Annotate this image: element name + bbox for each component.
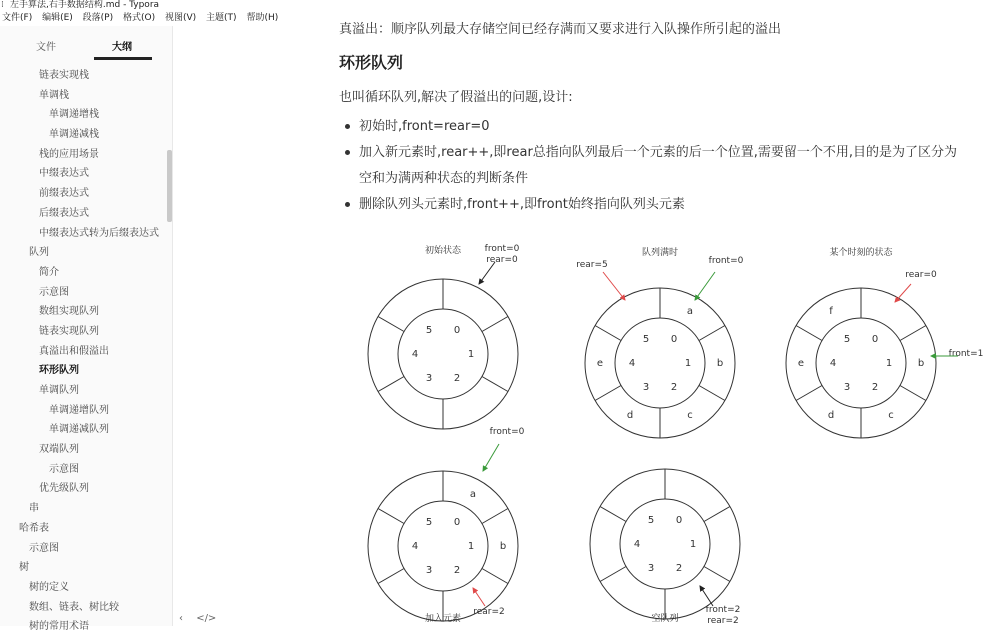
slot-index: 5 — [425, 516, 433, 528]
outline-item[interactable]: 单调队列 — [39, 385, 79, 396]
slot-index: 5 — [647, 514, 655, 526]
slot-value: c — [687, 409, 693, 421]
slot-index: 4 — [411, 541, 419, 552]
menu-file[interactable]: 文件(F) — [2, 13, 33, 23]
typora-app-icon: ⁞ — [1, 0, 4, 10]
pointer-label: rear=2 — [707, 616, 739, 626]
slot-value: e — [596, 358, 604, 369]
outline-item[interactable]: 示意图 — [29, 542, 59, 554]
ring-title: 初始状态 — [424, 246, 462, 256]
pointer-arrow — [895, 284, 911, 302]
slot-value: d — [827, 409, 835, 421]
slot-value: d — [626, 409, 634, 421]
outline-item[interactable]: 单调栈 — [39, 89, 69, 101]
slot-index: 0 — [453, 516, 461, 528]
outline-item[interactable]: 树 — [19, 562, 29, 574]
editor-pane — [173, 22, 1000, 626]
outline-item[interactable]: 树的常用术语 — [29, 621, 89, 633]
slot-index: 5 — [642, 333, 650, 345]
outline-item[interactable]: 优先级队列 — [39, 483, 89, 495]
outline-item[interactable]: 数组、链表、树比较 — [29, 601, 119, 613]
outline-item[interactable]: 前缀表达式 — [39, 188, 89, 200]
slot-value: a — [469, 489, 477, 501]
menu-edit[interactable]: 编辑(E) — [42, 13, 73, 23]
outline-item[interactable]: 队列 — [29, 247, 49, 259]
slot-index: 2 — [453, 373, 461, 385]
slot-index: 0 — [670, 333, 678, 345]
circular-queue-diagram — [173, 236, 1000, 626]
slot-index: 3 — [425, 565, 433, 577]
window-titlebar — [0, 0, 1000, 11]
menu-help[interactable]: 帮助(H) — [246, 13, 279, 23]
pointer-label: rear=2 — [473, 607, 505, 617]
slot-index: 0 — [871, 333, 879, 345]
source-code-mode-icon[interactable]: </> — [196, 613, 217, 624]
window-title: 左手算法,右手数据结构.md - Typora — [10, 0, 160, 10]
outline-item[interactable]: 栈的应用场景 — [39, 148, 99, 160]
list-item: 删除队列头元素时,front++,即front始终指向队列头元素 — [339, 192, 959, 218]
outline-item-active[interactable]: 环形队列 — [39, 365, 79, 377]
pointer-label: rear=0 — [905, 270, 937, 280]
outline-item[interactable]: 示意图 — [49, 463, 79, 475]
outline-item[interactable]: 中缀表达式转为后缀表达式 — [39, 227, 159, 239]
slot-index: 4 — [829, 358, 837, 369]
outline-item[interactable]: 哈希表 — [19, 522, 49, 534]
slot-value: b — [917, 358, 925, 369]
ring-title: 空队列 — [651, 614, 679, 624]
sidebar — [0, 26, 173, 633]
section-heading: 环形队列 — [339, 53, 404, 72]
menu-paragraph[interactable]: 段落(P) — [82, 13, 114, 23]
sidebar-tabs — [0, 26, 172, 60]
slot-index: 2 — [453, 565, 461, 577]
outline-item[interactable]: 单调递减栈 — [49, 129, 99, 141]
paragraph-partial: 真溢出：顺序队列最大存储空间已经存满而又要求进行入队操作所引起的溢出 — [339, 22, 782, 37]
slot-index: 2 — [871, 382, 879, 394]
pointer-label: rear=0 — [486, 255, 518, 265]
slot-index: 5 — [425, 324, 433, 336]
pointer-label: front=1 — [948, 349, 984, 359]
outline-item[interactable]: 单调递减队列 — [49, 424, 109, 436]
active-tab-indicator — [94, 57, 152, 60]
outline-item[interactable]: 树的定义 — [29, 581, 69, 593]
slot-index: 0 — [453, 324, 461, 336]
ring-title: 队列满时 — [641, 248, 679, 258]
pointer-label: front=2 — [705, 605, 741, 615]
tab-files[interactable]: 文件 — [36, 42, 56, 53]
slot-index: 4 — [628, 358, 636, 369]
outline-item[interactable]: 中缀表达式 — [39, 168, 89, 180]
slot-index: 3 — [642, 382, 650, 394]
pointer-arrow — [603, 272, 625, 300]
menu-view[interactable]: 视图(V) — [164, 13, 197, 23]
slot-index: 1 — [885, 358, 893, 369]
ring-title: 某个时刻的状态 — [829, 248, 893, 258]
bullet-list — [339, 114, 959, 218]
outline-item[interactable]: 链表实现栈 — [39, 70, 89, 81]
slot-index: 0 — [675, 514, 683, 526]
slot-value: f — [829, 306, 833, 318]
list-item: 初始时,front=rear=0 — [339, 114, 959, 140]
slot-index: 1 — [467, 541, 475, 552]
pointer-arrow — [695, 272, 715, 300]
outline-item[interactable]: 真溢出和假溢出 — [39, 345, 109, 357]
outline-item[interactable]: 单调递增栈 — [49, 109, 99, 121]
slot-index: 4 — [411, 349, 419, 360]
pointer-arrow — [479, 262, 495, 284]
slot-index: 1 — [689, 539, 697, 550]
slot-value: e — [797, 358, 805, 369]
pointer-label: front=0 — [489, 427, 525, 437]
slot-index: 2 — [675, 563, 683, 575]
editor-footer — [179, 613, 226, 624]
pointer-arrow — [483, 444, 499, 471]
slot-index: 1 — [467, 349, 475, 360]
list-item: 加入新元素时,rear++,即rear总指向队列最后一个元素的后一个位置,需要留一个不用,目的是为了区分为空和为满两种状态的判断条件 — [339, 140, 959, 192]
menu-theme[interactable]: 主题(T) — [206, 13, 237, 23]
outline-item[interactable]: 串 — [29, 503, 39, 515]
intro-paragraph: 也叫循环队列,解决了假溢出的问题,设计: — [339, 90, 573, 105]
slot-value: b — [499, 541, 507, 552]
outline-item[interactable]: 示意图 — [39, 286, 69, 298]
slot-index: 3 — [843, 382, 851, 394]
pointer-label: front=0 — [484, 244, 520, 254]
back-icon[interactable]: ‹ — [179, 613, 183, 624]
slot-index: 4 — [633, 539, 641, 550]
slot-index: 3 — [647, 563, 655, 575]
outline-item[interactable]: 单调递增队列 — [49, 404, 109, 416]
tab-outline[interactable]: 大纲 — [112, 42, 132, 53]
pointer-label: front=0 — [708, 256, 744, 266]
outline-list — [0, 66, 172, 637]
slot-value: c — [888, 409, 894, 421]
slot-index: 3 — [425, 373, 433, 385]
menu-format[interactable]: 格式(O) — [123, 13, 156, 23]
pointer-label: rear=5 — [576, 260, 608, 270]
outline-item[interactable]: 链表实现队列 — [39, 325, 99, 337]
outline-item[interactable]: 简介 — [39, 266, 59, 278]
outline-item[interactable]: 后缀表达式 — [39, 207, 89, 219]
slot-index: 5 — [843, 333, 851, 345]
outline-item[interactable]: 数组实现队列 — [39, 306, 99, 318]
slot-index: 1 — [684, 358, 692, 369]
outline-item[interactable]: 双端队列 — [39, 444, 79, 456]
slot-value: b — [716, 358, 724, 369]
slot-value: a — [686, 306, 694, 318]
ring-title: 加入元素 — [424, 614, 462, 624]
sidebar-scrollbar[interactable] — [167, 150, 172, 222]
slot-index: 2 — [670, 382, 678, 394]
